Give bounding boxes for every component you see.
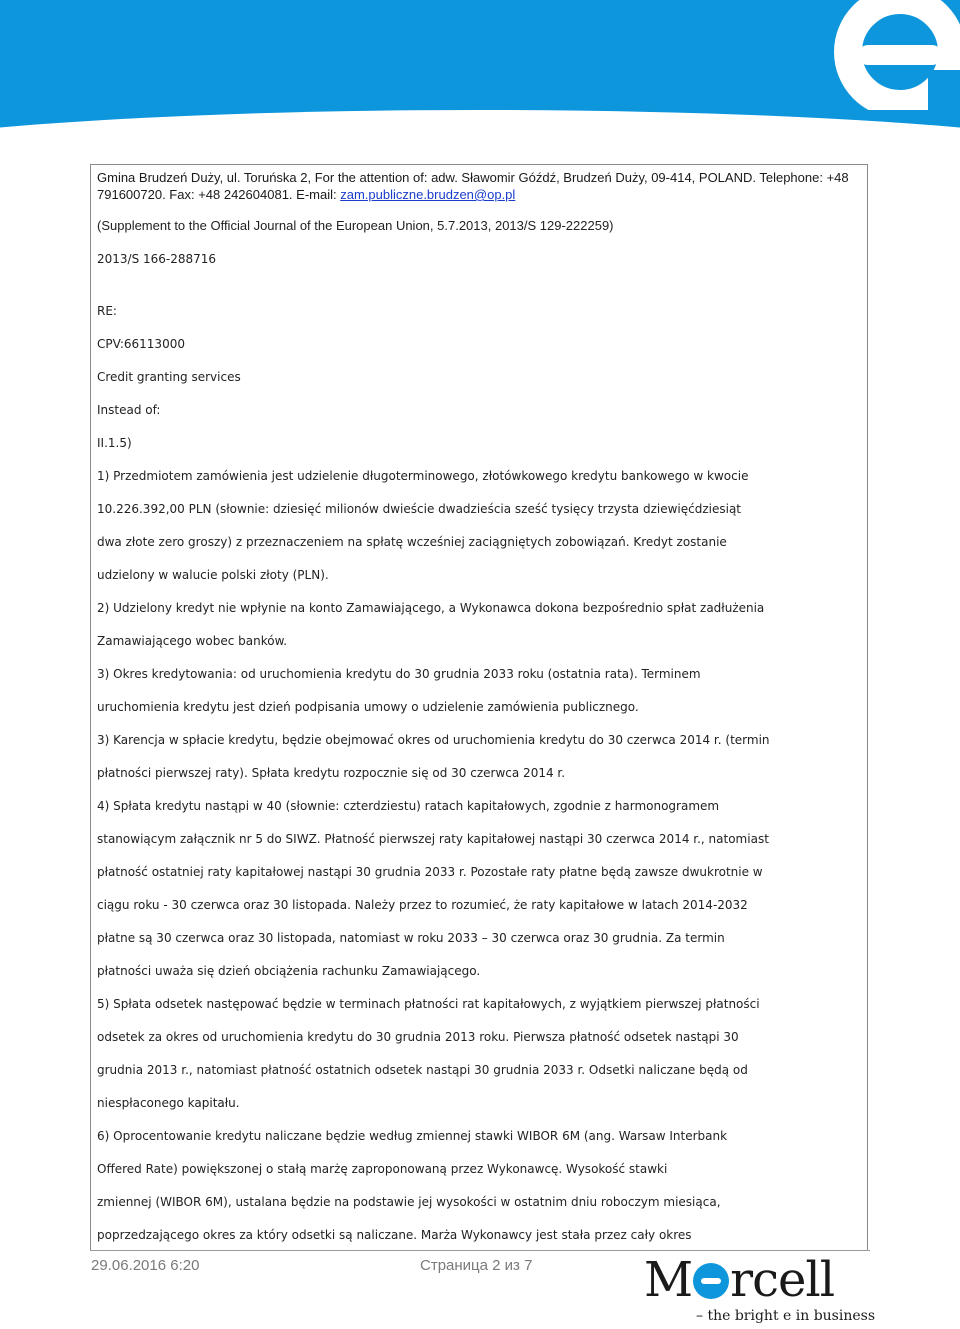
body-line: płatne są 30 czerwca oraz 30 listopada, natomiast w roku 2033 – 30 czerwca oraz 30 grudnia. Za termin bbox=[97, 931, 725, 945]
body-line: 5) Spłata odsetek następować będzie w terminach płatności rat kapitałowych, z wyjątkiem pierwszej płatności bbox=[97, 997, 760, 1011]
body-line: niespłaconego kapitału. bbox=[97, 1096, 240, 1110]
email-link[interactable]: zam.publiczne.brudzen@op.pl bbox=[340, 187, 516, 202]
body-line: udzielony w walucie polski złoty (PLN). bbox=[97, 568, 329, 582]
address-line: Gmina Brudzeń Duży, ul. Toruńska 2, For the attention of: adw. Sławomir Góźdź, Brudzeń Duży, 09-414, POLAND. Telephone: +48 bbox=[97, 170, 849, 185]
body-line: 1) Przedmiotem zamówienia jest udzielenie długoterminowego, złotówkowego kredytu bankowego w kwocie bbox=[97, 469, 749, 483]
instead-of-label: Instead of: bbox=[97, 403, 161, 417]
cpv-description: Credit granting services bbox=[97, 370, 241, 384]
body-line: płatności pierwszej raty). Spłata kredytu rozpocznie się od 30 czerwca 2014 r. bbox=[97, 766, 566, 780]
supplement-reference: (Supplement to the Official Journal of the European Union, 5.7.2013, 2013/S 129-222259) bbox=[97, 218, 614, 233]
body-line: 3) Okres kredytowania: od uruchomienia kredytu do 30 grudnia 2033 roku (ostatnia rata). Terminem bbox=[97, 667, 701, 681]
body-line: grudnia 2013 r., natomiast płatność ostatnich odsetek nastąpi 30 grudnia 2033 r. Odsetki naliczane będą od bbox=[97, 1063, 748, 1077]
brand-e-icon bbox=[693, 1263, 729, 1299]
phone-fax: 791600720. Fax: +48 242604081. E-mail: bbox=[97, 187, 341, 202]
body-line: płatności uważa się dzień obciążenia rachunku Zamawiającego. bbox=[97, 964, 481, 978]
body-line: odsetek za okres od uruchomienia kredytu do 30 grudnia 2013 roku. Pierwsza płatność odsetek nastąpi 30 bbox=[97, 1030, 739, 1044]
body-line: 4) Spłata kredytu nastąpi w 40 (słownie: czterdziestu) ratach kapitałowych, zgodnie z harmonogramem bbox=[97, 799, 720, 813]
body-line: 10.226.392,00 PLN (słownie: dziesięć milionów dwieście dwadzieścia sześć tysięcy trzysta dziewięćdziesiąt bbox=[97, 502, 742, 516]
footer-divider bbox=[90, 1250, 870, 1251]
body-line: ciągu roku - 30 czerwca oraz 30 listopada. Należy przez to rozumieć, że raty kapitałowe w latach 2014-2032 bbox=[97, 898, 748, 912]
notice-number: 2013/S 166-288716 bbox=[97, 252, 217, 266]
body-line: stanowiącym załącznik nr 5 do SIWZ. Płatność pierwszej raty kapitałowej nastąpi 30 czerwca 2014 r., natomiast bbox=[97, 832, 769, 846]
body-line: Offered Rate) powiększonej o stałą marżę zaproponowaną przez Wykonawcę. Wysokość stawki bbox=[97, 1162, 668, 1176]
section-number: II.1.5) bbox=[97, 436, 132, 450]
brand-wordmark bbox=[644, 1252, 834, 1308]
brand-wordmark-end: rcell bbox=[730, 1252, 835, 1308]
body-line: Zamawiającego wobec banków. bbox=[97, 634, 288, 648]
cpv-code: CPV:66113000 bbox=[97, 337, 185, 351]
contact-line bbox=[97, 186, 868, 203]
brand-wordmark-start: M bbox=[644, 1252, 693, 1308]
body-line: dwa złote zero groszy) z przeznaczeniem na spłatę wcześniej zaciągniętych zobowiązań. Kredyt zostanie bbox=[97, 535, 727, 549]
body-line: 6) Oprocentowanie kredytu naliczane będzie według zmiennej stawki WIBOR 6M (ang. Warsaw Interbank bbox=[97, 1129, 728, 1143]
marcell-e-logo-icon bbox=[828, 0, 960, 110]
marcell-brand-logo bbox=[644, 1252, 874, 1329]
contact-header bbox=[97, 169, 868, 203]
page-indicator: Страница 2 из 7 bbox=[420, 1257, 533, 1274]
body-line: 3) Karencja w spłacie kredytu, będzie obejmować okres od uruchomienia kredytu do 30 czerwca 2014 r. (termin bbox=[97, 733, 770, 747]
brand-tagline: – the bright e in business bbox=[696, 1308, 876, 1324]
body-line: płatność ostatniej raty kapitałowej nastąpi 30 grudnia 2033 r. Pozostałe raty płatne będą zawsze dwukrotnie w bbox=[97, 865, 763, 879]
print-datetime: 29.06.2016 6:20 bbox=[91, 1257, 200, 1274]
document-frame bbox=[90, 164, 868, 1250]
body-line: zmiennej (WIBOR 6M), ustalana będzie na podstawie jej wysokości w ostatnim dniu roboczym miesiąca, bbox=[97, 1195, 721, 1209]
top-banner bbox=[0, 0, 960, 155]
body-line: poprzedzającego okres za który odsetki są naliczane. Marża Wykonawcy jest stała przez cały okres bbox=[97, 1228, 692, 1242]
body-line: uruchomienia kredytu jest dzień podpisania umowy o udzielenie zamówienia publicznego. bbox=[97, 700, 639, 714]
body-line: 2) Udzielony kredyt nie wpłynie na konto Zamawiającego, a Wykonawca dokona bezpośrednio spłat zadłużenia bbox=[97, 601, 765, 615]
re-label: RE: bbox=[97, 304, 117, 318]
